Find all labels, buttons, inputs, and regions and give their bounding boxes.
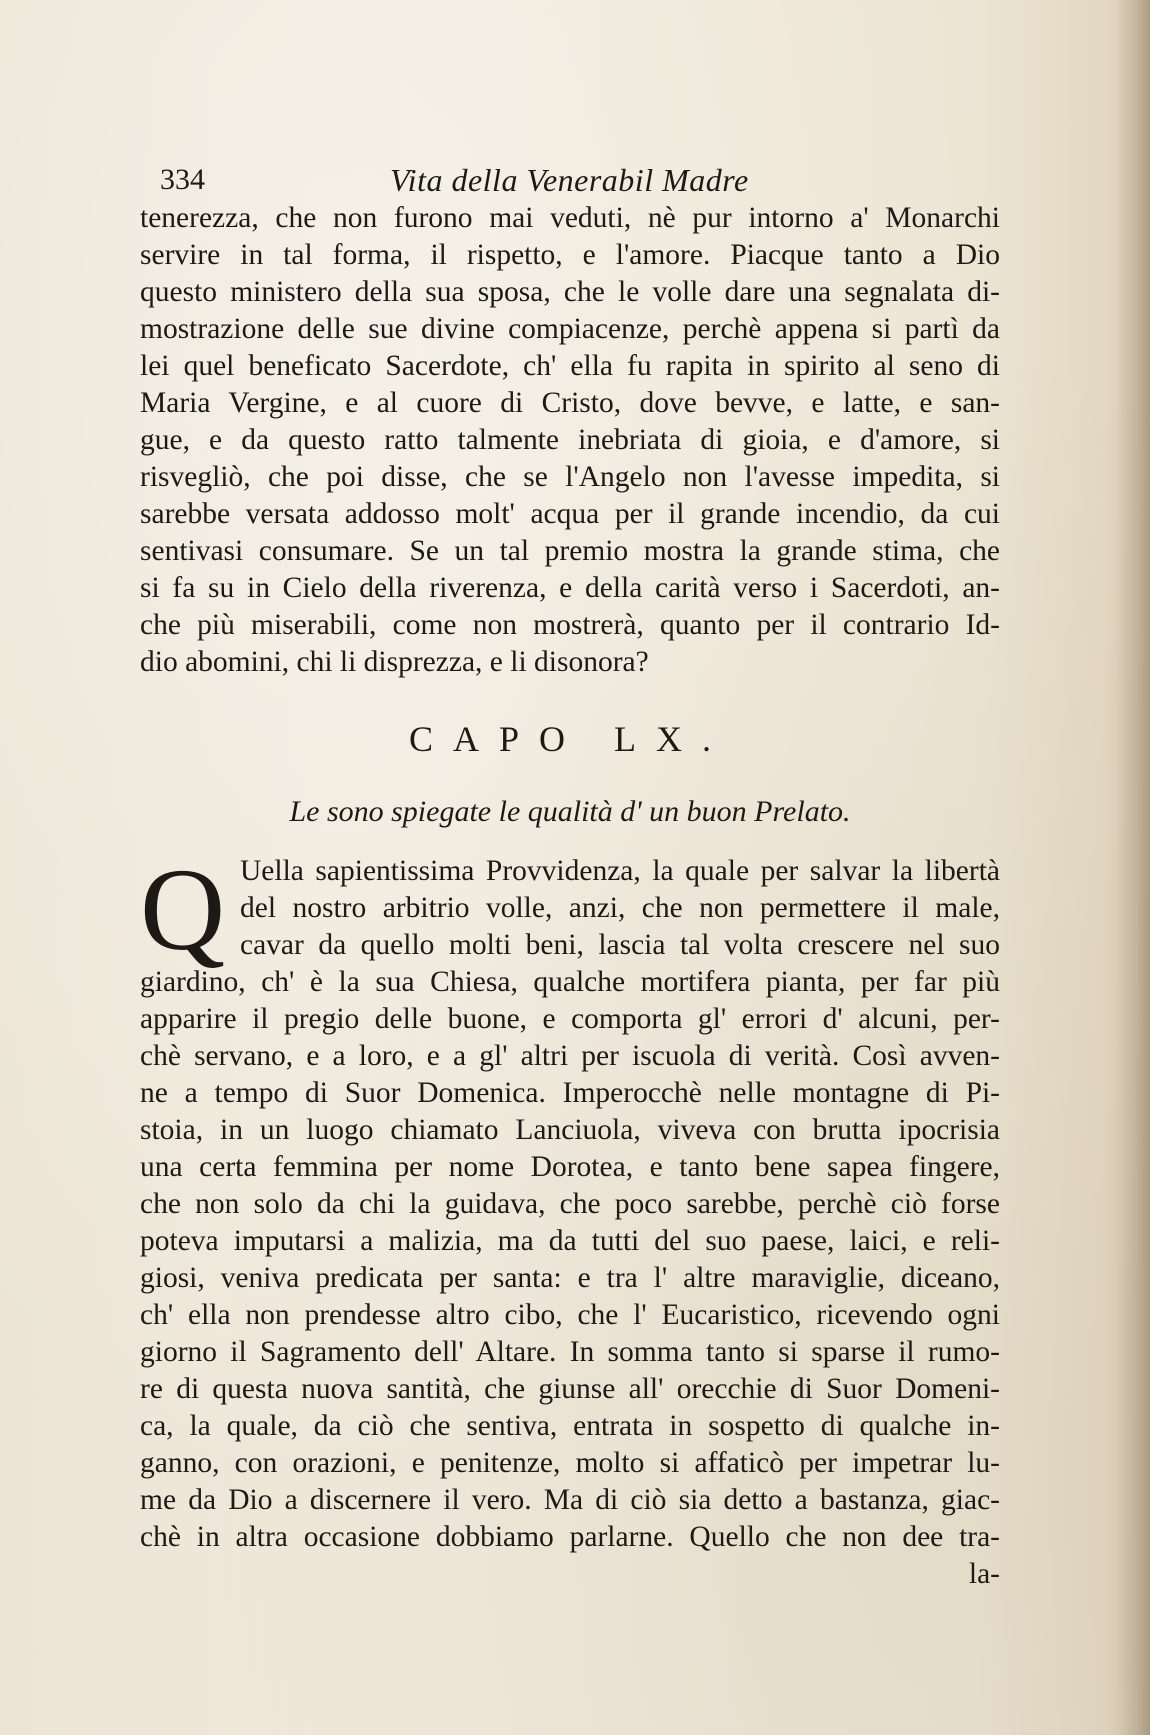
text-line: ca, la quale, da ciò che sentiva, entrata in sospetto di qualche in- xyxy=(140,1410,1000,1442)
text-line: me da Dio a discernere il vero. Ma di ciò sia detto a bastanza, giac- xyxy=(140,1484,1000,1516)
chapter-summary: Le sono spiegate le qualità d' un buon Prelato. xyxy=(289,795,851,828)
catchword-row xyxy=(140,1556,1000,1593)
text-line: sarebbe versata addosso molt' acqua per il grande incendio, da cui xyxy=(140,498,1000,530)
text-line: giosi, veniva predicata per santa: e tra l' altre maraviglie, diceano, xyxy=(140,1262,1000,1294)
text-line: servire in tal forma, il rispetto, e l'amore. Piacque tanto a Dio xyxy=(140,239,1000,271)
text-line: ne a tempo di Suor Domenica. Imperocchè nelle montagne di Pi- xyxy=(140,1077,1000,1109)
text-line: che più miserabili, come non mostrerà, quanto per il contrario Id- xyxy=(140,609,1000,641)
text-line: chè in altra occasione dobbiamo parlarne. Quello che non dee tra- xyxy=(140,1521,1000,1553)
running-head: Vita della Venerabil Madre xyxy=(390,162,749,198)
text-line: chè servano, e a loro, e a gl' altri per iscuola di verità. Così avven- xyxy=(140,1040,1000,1072)
text-line: lei quel beneficato Sacerdote, ch' ella fu rapita in spirito al seno di xyxy=(140,350,1000,382)
text-line: ganno, con orazioni, e penitenze, molto si affaticò per impetrar lu- xyxy=(140,1447,1000,1479)
text-line: questo ministero della sua sposa, che le volle dare una segnalata di- xyxy=(140,276,1000,308)
paragraph-1 xyxy=(140,200,1000,681)
text-line: poteva imputarsi a malizia, ma da tutti del suo paese, laici, e reli- xyxy=(140,1225,1000,1257)
text-line: sentivasi consumare. Se un tal premio mostra la grande stima, che xyxy=(140,535,1000,567)
text-block xyxy=(140,160,1000,1593)
text-line: ch' ella non prendesse altro cibo, che l' Eucaristico, ricevendo ogni xyxy=(140,1299,1000,1331)
catchword: la- xyxy=(968,1558,1000,1590)
text-line: giorno il Sagramento dell' Altare. In somma tanto si sparse il rumo- xyxy=(140,1336,1000,1368)
text-line: che non solo da chi la guidava, che poco sarebbe, perchè ciò forse xyxy=(140,1188,1000,1220)
text-line: mostrazione delle sue divine compiacenze, perchè appena si partì da xyxy=(140,313,1000,345)
text-line: del nostro arbitrio volle, anzi, che non permettere il male, xyxy=(240,892,1000,924)
text-line: risvegliò, che poi disse, che se l'Angelo non l'avesse impedita, si xyxy=(140,461,1000,493)
text-line: re di questa nuova santità, che giunse all' orecchie di Suor Domeni- xyxy=(140,1373,1000,1405)
page-header xyxy=(140,160,1000,200)
text-line: Maria Vergine, e al cuore di Cristo, dove bevve, e latte, e san- xyxy=(140,387,1000,419)
paragraph-2 xyxy=(140,844,1000,1593)
page-edge-shadow xyxy=(1116,0,1150,1735)
text-line: stoia, in un luogo chiamato Lanciuola, viveva con brutta ipocrisia xyxy=(140,1114,1000,1146)
text-line: gue, e da questo ratto talmente inebriata di gioia, e d'amore, si xyxy=(140,424,1000,456)
text-line: una certa femmina per nome Dorotea, e tanto bene sapea fingere, xyxy=(140,1151,1000,1183)
page-number: 334 xyxy=(160,163,205,196)
text-line: si fa su in Cielo della riverenza, e della carità verso i Sacerdoti, an- xyxy=(140,572,1000,604)
text-line: cavar da quello molti beni, lascia tal volta crescere nel suo xyxy=(240,929,1000,961)
text-line: Uella sapientissima Provvidenza, la quale per salvar la libertà xyxy=(240,855,1000,887)
text-line: apparire il pregio delle buone, e comporta gl' errori d' alcuni, per- xyxy=(140,1003,1000,1035)
drop-cap: Q xyxy=(140,844,226,975)
text-line: tenerezza, che non furono mai veduti, nè pur intorno a' Monarchi xyxy=(140,202,1000,234)
text-line: dio abomini, chi li disprezza, e li disonora? xyxy=(140,646,649,678)
chapter-title: CAPO LX. xyxy=(408,719,732,759)
text-line: giardino, ch' è la sua Chiesa, qualche mortifera pianta, per far più xyxy=(140,966,1000,998)
